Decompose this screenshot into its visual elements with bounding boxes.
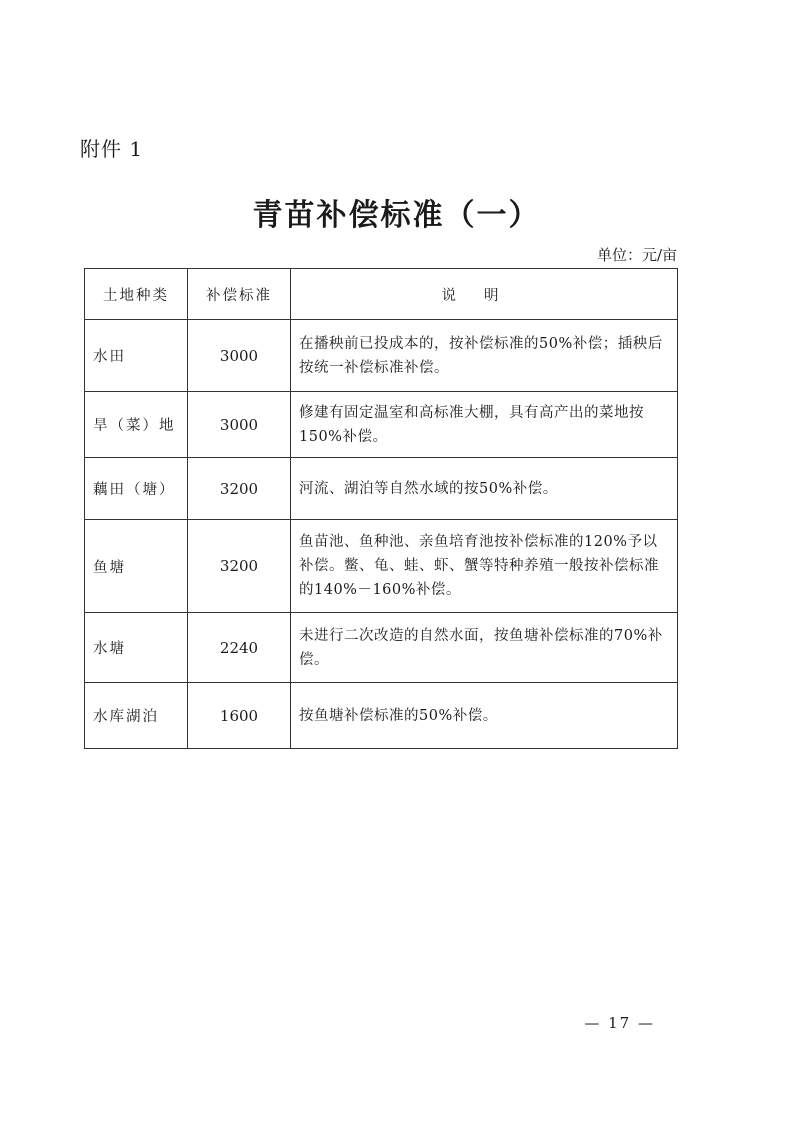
table-row [85,683,678,749]
table-row [85,613,678,683]
cell-land-type: 鱼塘 [85,520,188,613]
page-number: — 17 — [584,1014,655,1032]
cell-land-type: 水田 [85,320,188,392]
table-header-row [85,269,678,320]
header-standard: 补偿标准 [188,269,291,320]
cell-note: 修建有固定温室和高标准大棚，具有高产出的菜地按150%补偿。 [291,392,678,458]
compensation-table [84,268,678,749]
header-land-type: 土地种类 [85,269,188,320]
cell-land-type: 旱（菜）地 [85,392,188,458]
cell-standard: 1600 [188,683,291,749]
cell-note: 鱼苗池、鱼种池、亲鱼培育池按补偿标准的120%予以补偿。鳖、龟、蛙、虾、蟹等特种养殖一般按补偿标准的140%－160%补偿。 [291,520,678,613]
document-title: 青苗补偿标准（一） [252,198,541,233]
cell-note: 未进行二次改造的自然水面，按鱼塘补偿标准的70%补偿。 [291,613,678,683]
cell-standard: 2240 [188,613,291,683]
cell-land-type: 水塘 [85,613,188,683]
cell-standard: 3000 [188,320,291,392]
table-row [85,458,678,520]
header-note: 说明 [291,269,678,320]
table-row [85,320,678,392]
cell-land-type: 藕田（塘） [85,458,188,520]
attachment-label: 附件 1 [80,137,144,161]
cell-standard: 3000 [188,392,291,458]
unit-label: 单位：元/亩 [596,246,677,264]
cell-standard: 3200 [188,458,291,520]
cell-note: 按鱼塘补偿标准的50%补偿。 [291,683,678,749]
table-row [85,520,678,613]
table-row [85,392,678,458]
cell-note: 河流、湖泊等自然水域的按50%补偿。 [291,458,678,520]
cell-note: 在播秧前已投成本的，按补偿标准的50%补偿；插秧后按统一补偿标准补偿。 [291,320,678,392]
cell-standard: 3200 [188,520,291,613]
cell-land-type: 水库湖泊 [85,683,188,749]
